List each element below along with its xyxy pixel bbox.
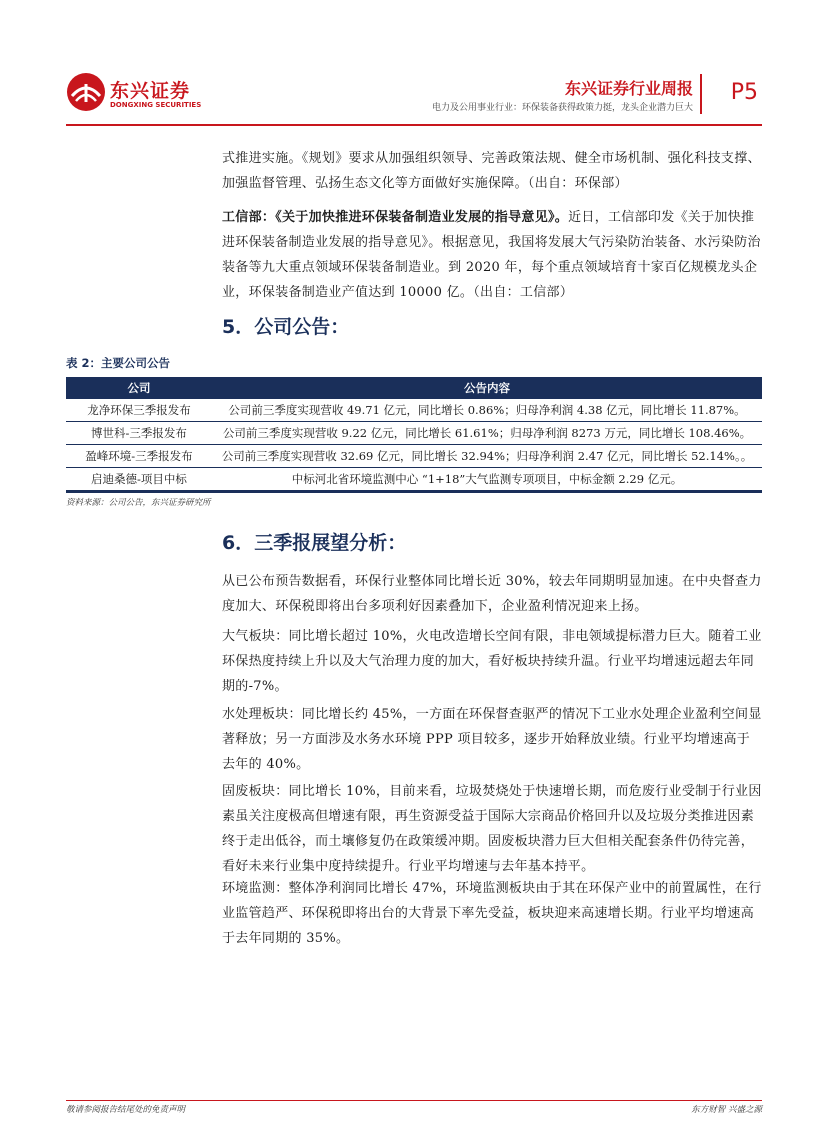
header-rule [66,124,762,126]
content-cell: 公司前三季度实现营收 32.69 亿元，同比增长 32.94%；归母净利润 2.47 亿元，同比增长 52.14%。。 [212,445,762,468]
company-cell: 博世科-三季报发布 [66,422,212,445]
logo-text-en: DONGXING SECURITIES [110,101,202,109]
header-content: 公告内容 [212,377,762,399]
analysis-water: 水处理板块：同比增长约 45%，一方面在环保督查驱严的情况下工业水处理企业盈利空间显著释放；另一方面涉及水务水环境 PPP 项目较多，逐步开始释放业绩。行业平均增速高于去年的 40%。 [222,707,762,772]
header-divider [700,74,702,114]
table-row [66,399,762,422]
table-title: 表 2：主要公司公告 [66,356,171,370]
content-cell: 公司前三季度实现营收 49.71 亿元，同比增长 0.86%；归母净利润 4.38 亿元，同比增长 11.87%。 [212,399,762,422]
company-logo [66,72,226,116]
footer-slogan: 东方财智 兴盛之源 [691,1105,762,1115]
table-source: 资料来源：公司公告，东兴证券研究所 [66,498,211,508]
footer-rule [66,1100,762,1101]
company-cell: 盈峰环境-三季报发布 [66,445,212,468]
header-company: 公司 [66,377,212,399]
policy-body: 近日，工信部印发《关于加快推进环保装备制造业发展的指导意见》。根据意见，我国将发展大气污染防治装备、水污染防治装备等九大重点领域环保装备制造业。到 2020 年，每个重点领域培育十家百亿规模龙头企业，环保装备制造业产值达到 10000 亿。（出自：工信部） [222,210,761,300]
section-5-heading: 5．公司公告： [222,316,350,338]
logo-text-cn: 东兴证券 [110,80,191,102]
report-title: 东兴证券行业周报 [564,79,693,98]
footer-disclaimer: 敬请参阅报告结尾处的免责声明 [66,1105,186,1115]
page-number: P5 [730,80,758,105]
body-paragraph-2 [222,205,762,305]
policy-heading: 工信部：《关于加快推进环保装备制造业发展的指导意见》。 [222,210,569,225]
table-row [66,468,762,491]
content-cell: 公司前三季度实现营收 9.22 亿元，同比增长 61.61%；归母净利润 8273 万元，同比增长 108.46%。 [212,422,762,445]
content-cell: 中标河北省环境监测中心 “1+18”大气监测专项项目，中标金额 2.29 亿元。 [212,468,762,491]
analysis-air: 大气板块：同比增长超过 10%，火电改造增长空间有限，非电领域提标潜力巨大。随着工业环保热度持续上升以及大气治理力度的加大，看好板块持续升温。行业平均增速远超去年同期的-7%。 [222,629,762,694]
table-row [66,445,762,468]
table-bottom-rule [66,491,762,493]
analysis-overview: 从已公布预告数据看，环保行业整体同比增长近 30%，较去年同期明显加速。在中央督查力度加大、环保税即将出台多项利好因素叠加下，企业盈利情况迎来上扬。 [222,574,762,614]
table-header-row [66,377,762,399]
company-cell: 启迪桑德-项目中标 [66,468,212,491]
analysis-solid-waste: 固废板块：同比增长 10%，目前来看，垃圾焚烧处于快速增长期，而危废行业受制于行业因素虽关注度极高但增速有限，再生资源受益于国际大宗商品价格回升以及垃圾分类推进因素终于走出低谷，而土壤修复仍在政策缓冲期。固废板块潜力巨大但相关配套条件仍待完善，看好未来行业集中度持续提升。行业平均增速与去年基本持平。 [222,784,762,874]
company-cell: 龙净环保三季报发布 [66,399,212,422]
body-paragraph-1: 式推进实施。《规划》要求从加强组织领导、完善政策法规、健全市场机制、强化科技支撑、加强监督管理、弘扬生态文化等方面做好实施保障。（出自：环保部） [222,151,761,191]
analysis-monitoring: 环境监测：整体净利润同比增长 47%，环境监测板块由于其在环保产业中的前置属性，在行业监管趋严、环保税即将出台的大背景下率先受益，板块迎来高速增长期。行业平均增速高于去年同期的 35%。 [222,881,762,946]
section-6-heading: 6．三季报展望分析： [222,532,407,554]
announcement-table [66,377,762,491]
dongxing-logo-icon [66,72,106,112]
table-row [66,422,762,445]
page-header [66,66,762,122]
report-subtitle: 电力及公用事业行业：环保装备获得政策力挺，龙头企业潜力巨大 [431,103,693,113]
